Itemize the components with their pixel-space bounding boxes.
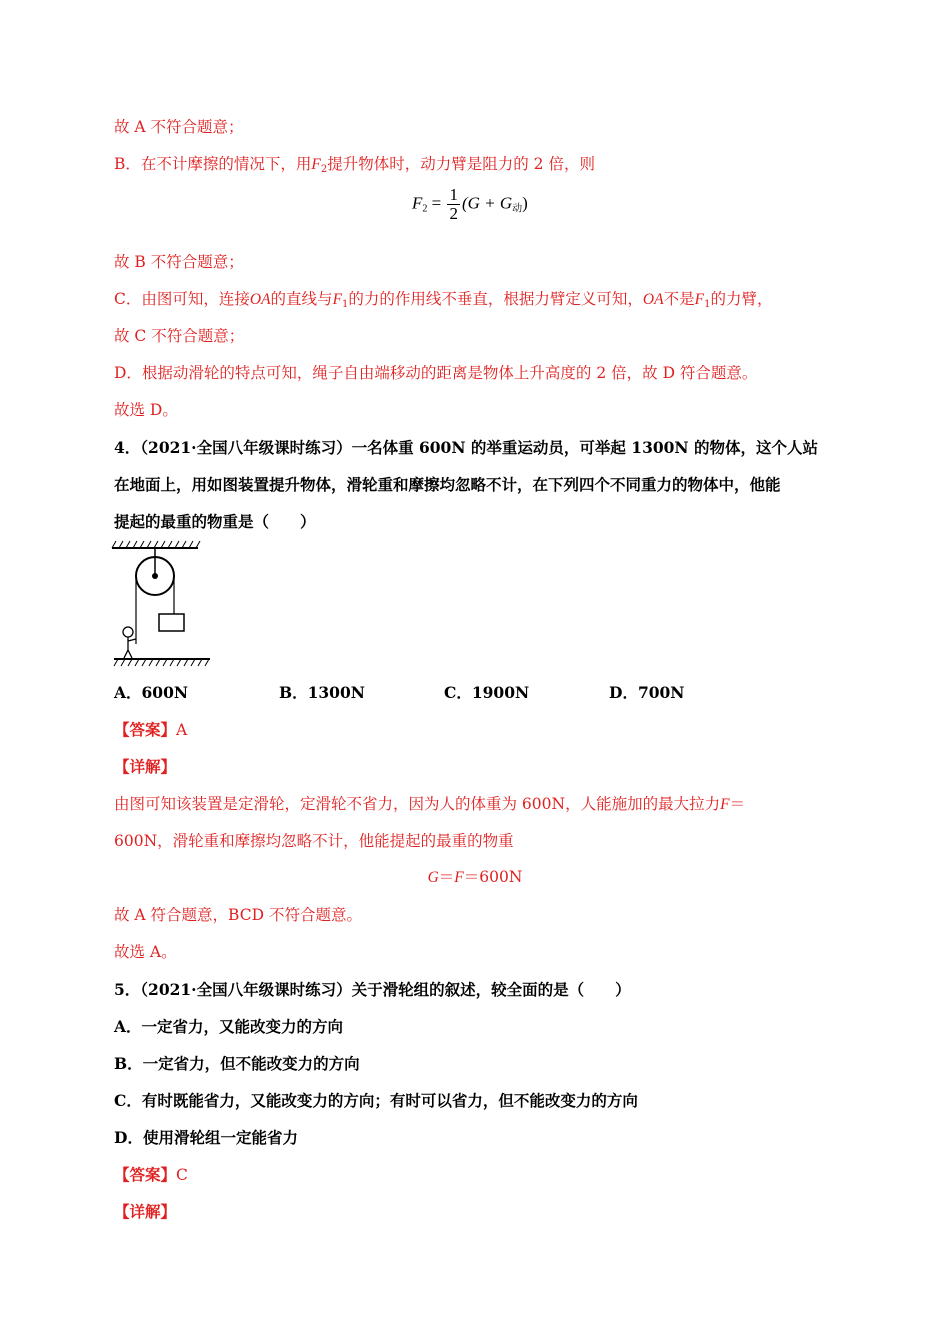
pulley-axle [152, 573, 158, 579]
var-f: F [412, 193, 423, 213]
text-span: 由图可知该装置是定滑轮，定滑轮不省力，因为人的体重为 600N，人能施加的最大拉力 [114, 795, 721, 813]
q5-stem: 5．（2021·全国八年级课时练习）关于滑轮组的叙述，较全面的是（ ） [114, 980, 631, 999]
text-span: B．在不计摩擦的情况下，用 [114, 155, 312, 173]
q4-equation [0, 866, 950, 889]
q3-text-a: 故 A 不符合题意； [114, 118, 244, 136]
q4-choose: 故选 A。 [114, 943, 177, 961]
q4-explanation-2: 600N，滑轮重和摩擦均忽略不计，他能提起的最重的物重 [114, 832, 514, 850]
numerator: 1 [449, 185, 458, 204]
q4-explanation-1 [114, 793, 745, 816]
var-oa: OA [642, 291, 664, 308]
q4-option-d[interactable]: D．700N [609, 683, 685, 702]
q3-text-c-cont: 故 C 不符合题意； [114, 327, 245, 345]
q5-option-b[interactable]: B．一定省力，但不能改变力的方向 [114, 1054, 360, 1073]
person-figure [123, 627, 136, 658]
q3-choose: 故选 D。 [114, 401, 178, 419]
q3-text-d: D．根据动滑轮的特点可知，绳子自由端移动的距离是物体上升高度的 2 倍，故 D 符合题意。 [114, 364, 758, 382]
denominator: 2 [449, 204, 458, 223]
text-span: C．由图可知，连接 [114, 290, 250, 308]
equals-sign: = [431, 193, 442, 213]
q5-answer [114, 1164, 188, 1186]
var-f: F [332, 291, 343, 308]
answer-label: 【答案】 [114, 1165, 177, 1184]
q5-option-d[interactable]: D．使用滑轮组一定能省力 [114, 1128, 298, 1147]
text-span: 的直线与 [270, 290, 333, 308]
q4-option-a[interactable]: A．600N [114, 683, 189, 702]
text-span: 的力臂， [710, 290, 773, 308]
q4-detail-label: 【详解】 [114, 757, 177, 776]
q4-option-c[interactable]: C．1900N [444, 683, 530, 702]
subscript: 1 [704, 299, 711, 310]
var-f: F [454, 869, 464, 886]
subscript: 2 [320, 164, 328, 175]
equation-value: ＝600N [463, 868, 523, 886]
equals-sign: ＝ [729, 795, 746, 813]
q3-text-c [114, 288, 772, 316]
subscript: 动 [512, 203, 523, 215]
q4-explanation-3: 故 A 符合题意，BCD 不符合题意。 [114, 906, 362, 924]
load-box [159, 614, 184, 631]
var-g: G [427, 869, 439, 886]
equals-sign: ＝ [438, 868, 455, 886]
q5-option-c[interactable]: C．有时既能省力，又能改变力的方向；有时可以省力，但不能改变力的方向 [114, 1091, 638, 1110]
var-f: F [694, 291, 705, 308]
answer-label: 【答案】 [114, 720, 177, 739]
q4-stem-1: 4．（2021·全国八年级课时练习）一名体重 600N 的举重运动员，可举起 1300N 的物体，这个人站 [114, 438, 818, 457]
q4-answer [114, 719, 187, 741]
q4-stem-2: 在地面上，用如图装置提升物体，滑轮重和摩擦均忽略不计，在下列四个不同重力的物体中，他能 [114, 475, 781, 494]
text-span: 提升物体时，动力臂是阻力的 2 倍，则 [327, 155, 595, 173]
q4-option-b[interactable]: B．1300N [279, 683, 365, 702]
fixed-pulley-diagram [110, 540, 215, 668]
q4-stem-3: 提起的最重的物重是（ ） [114, 512, 316, 531]
q5-detail-label: 【详解】 [114, 1202, 177, 1221]
var-f: F [311, 156, 321, 173]
q3-text-b-result: 故 B 不符合题意； [114, 253, 244, 271]
var-f: F [720, 796, 730, 813]
ground-hatch [114, 659, 209, 666]
formula-rhs: (G + G [461, 193, 513, 213]
text-span: 不是 [663, 290, 695, 308]
q3-text-b [114, 153, 595, 181]
var-oa: OA [249, 291, 271, 308]
paren: ) [522, 193, 528, 213]
ceiling-hatch [112, 541, 200, 548]
formula-f2 [412, 186, 528, 223]
fraction [447, 186, 460, 223]
text-span: 的力的作用线不垂直，根据力臂定义可知， [348, 290, 643, 308]
answer-value: A [176, 721, 188, 739]
subscript: 1 [342, 299, 349, 310]
answer-value: C [176, 1166, 188, 1184]
subscript: 2 [422, 203, 428, 215]
q5-option-a[interactable]: A．一定省力，又能改变力的方向 [114, 1017, 344, 1036]
